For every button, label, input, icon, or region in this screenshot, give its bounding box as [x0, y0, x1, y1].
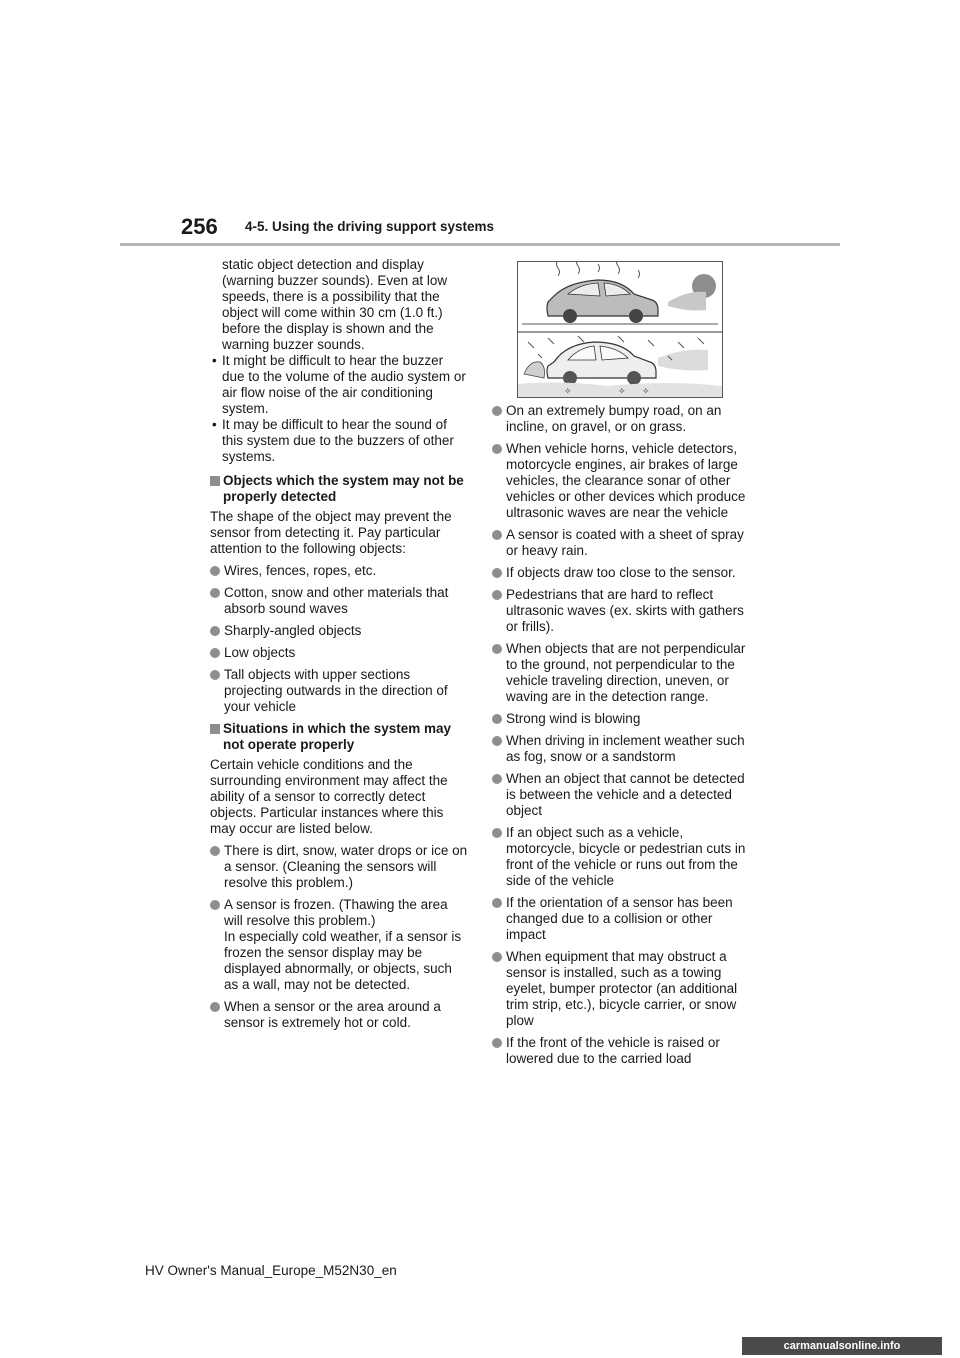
circle-bullet-icon	[492, 568, 502, 578]
intro-continuation: static object detection and display (warning buzzer sounds). Even at low speeds, there is a possibility that the object will come within 30 cm (1.0 ft.) before the display is shown and the warning buzzer sounds.	[222, 257, 448, 352]
right-column	[492, 403, 750, 1073]
circle-bullet-icon	[210, 900, 220, 910]
list-item: There is dirt, snow, water drops or ice on a sensor. (Cleaning the sensors will resolve this problem.)	[210, 843, 468, 891]
list-item: A sensor is coated with a sheet of spray or heavy rain.	[492, 527, 750, 559]
section-heading-situations: Situations in which the system may not operate properly	[210, 721, 468, 753]
page-header	[0, 0, 960, 250]
circle-bullet-icon	[492, 828, 502, 838]
hot-car-scene	[522, 262, 718, 324]
circle-bullet-icon	[210, 648, 220, 658]
list-item: Cotton, snow and other materials that absorb sound waves	[210, 585, 468, 617]
frozen-note: In especially cold weather, if a sensor is frozen the sensor display may be displayed abnormally, or objects, such as a wall, may not be detected.	[224, 929, 462, 992]
circle-bullet-icon	[210, 566, 220, 576]
list-item: When an object that cannot be detected is between the vehicle and a detected object	[492, 771, 750, 819]
list-item: When vehicle horns, vehicle detectors, motorcycle engines, air brakes of large vehicles, the clearance sonar of other vehicles or other devices which produce ultrasonic waves are near the vehicle	[492, 441, 750, 521]
circle-bullet-icon	[492, 736, 502, 746]
list-item: Wires, fences, ropes, etc.	[210, 563, 468, 579]
section-intro: Certain vehicle conditions and the surrounding environment may affect the ability of a sensor to correctly detect objects. Particular instances where this may occur are listed below.	[210, 757, 448, 836]
circle-bullet-icon	[492, 590, 502, 600]
section-title: 4-5. Using the driving support systems	[245, 219, 495, 234]
svg-text:✧: ✧	[564, 387, 572, 397]
list-item: Strong wind is blowing	[492, 711, 750, 727]
circle-bullet-icon	[210, 588, 220, 598]
list-item: If an object such as a vehicle, motorcycle, bicycle or pedestrian cuts in front of the vehicle or runs out from the side of the vehicle	[492, 825, 750, 889]
circle-bullet-icon	[210, 626, 220, 636]
circle-bullet-icon	[492, 644, 502, 654]
square-bullet-icon	[210, 476, 220, 486]
list-item: On an extremely bumpy road, on an incline, on gravel, or on grass.	[492, 403, 750, 435]
header-rule	[120, 243, 840, 246]
sensor-conditions-illustration	[517, 261, 723, 398]
list-item: Pedestrians that are hard to reflect ultrasonic waves (ex. skirts with gathers or frills).	[492, 587, 750, 635]
circle-bullet-icon	[492, 530, 502, 540]
circle-bullet-icon	[492, 952, 502, 962]
list-item: If the orientation of a sensor has been changed due to a collision or other impact	[492, 895, 750, 943]
list-item: Tall objects with upper sections projecting outwards in the direction of your vehicle	[210, 667, 468, 715]
square-bullet-icon	[210, 724, 220, 734]
circle-bullet-icon	[492, 406, 502, 416]
list-item: If objects draw too close to the sensor.	[492, 565, 750, 581]
circle-bullet-icon	[492, 444, 502, 454]
list-item: Sharply-angled objects	[210, 623, 468, 639]
svg-text:✧: ✧	[618, 387, 626, 397]
snow-car-scene	[518, 336, 722, 397]
circle-bullet-icon	[210, 1002, 220, 1012]
list-item: When equipment that may obstruct a sensor is installed, such as a towing eyelet, bumper protector (an additional trim strip, etc.), bicycle carrier, or snow plow	[492, 949, 750, 1029]
circle-bullet-icon	[492, 1038, 502, 1048]
circle-bullet-icon	[492, 774, 502, 784]
list-item: Low objects	[210, 645, 468, 661]
circle-bullet-icon	[492, 714, 502, 724]
dash-list	[210, 353, 468, 465]
left-column	[210, 257, 468, 1037]
list-item: When driving in inclement weather such as fog, snow or a sandstorm	[492, 733, 750, 765]
page-number: 256	[181, 214, 218, 239]
circle-bullet-icon	[492, 898, 502, 908]
section-heading-objects: Objects which the system may not be properly detected	[210, 473, 468, 505]
list-item: When objects that are not perpendicular to the ground, not perpendicular to the vehicle traveling direction, uneven, or waving are in the detection range.	[492, 641, 750, 705]
circle-bullet-icon	[210, 670, 220, 680]
circle-bullet-icon	[210, 846, 220, 856]
section-intro: The shape of the object may prevent the sensor from detecting it. Pay particular attention to the following objects:	[210, 509, 452, 556]
list-item: If the front of the vehicle is raised or lowered due to the carried load	[492, 1035, 750, 1067]
list-item: A sensor is frozen. (Thawing the area will resolve this problem.) In especially cold weather, if a sensor is frozen the sensor display may be displayed abnormally, or objects, such as a wall, may not be detected.	[210, 897, 468, 993]
svg-text:✧: ✧	[642, 387, 650, 397]
list-item: When a sensor or the area around a sensor is extremely hot or cold.	[210, 999, 468, 1031]
dash-item: • It may be difficult to hear the sound of this system due to the buzzers of other systems.	[212, 417, 454, 464]
dash-item: • It might be difficult to hear the buzzer due to the volume of the audio system or air flow noise of the air conditioning system.	[212, 353, 466, 416]
footer-manual-name: HV Owner's Manual_Europe_M52N30_en	[145, 1263, 397, 1278]
watermark-logo: carmanualsonline.info	[742, 1337, 942, 1355]
